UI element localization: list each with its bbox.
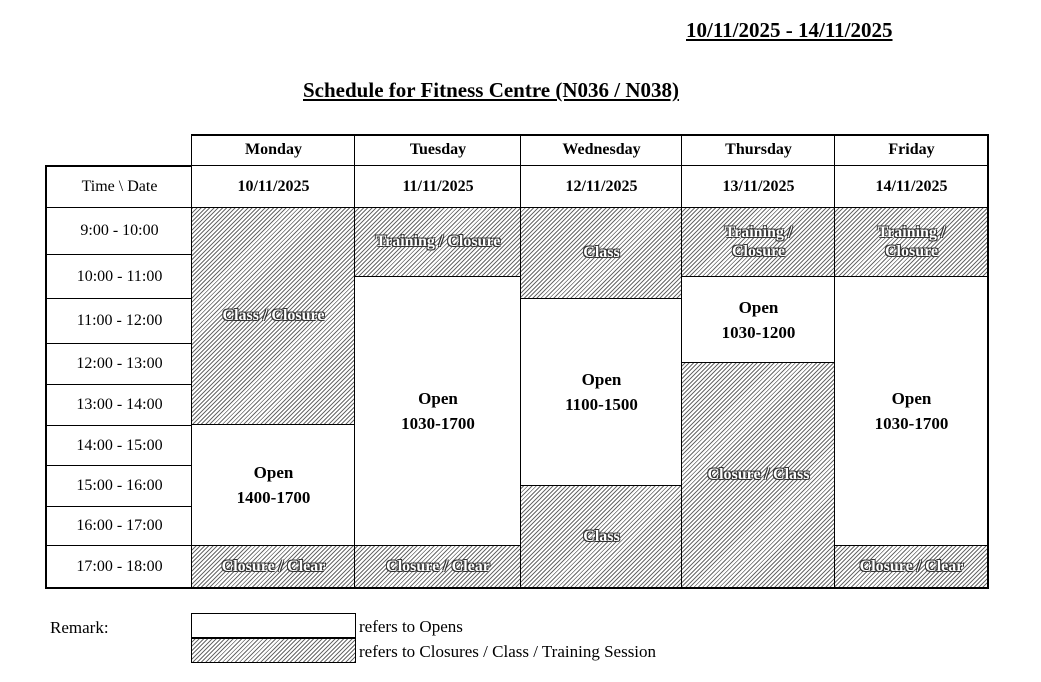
grid-line [520, 134, 521, 588]
corner-label: Time \ Date [81, 177, 158, 195]
block-tuesday-closure-clear [355, 546, 521, 587]
date-range: 10/11/2025 - 14/11/2025 [686, 18, 893, 42]
block-label: Training / [877, 223, 946, 241]
block-hours: 1030-1200 [721, 322, 796, 342]
grid-line [45, 425, 192, 426]
block-label: Closure / Class [707, 466, 810, 484]
time-slot: 16:00 - 17:00 [76, 517, 163, 535]
block-thursday-closure-class [682, 363, 835, 587]
date-header-wednesday: 12/11/2025 [565, 177, 638, 195]
grid-line [682, 276, 835, 277]
grid-line [191, 134, 192, 588]
time-slot: 15:00 - 16:00 [76, 477, 163, 495]
block-label: Class [583, 527, 620, 545]
grid-line [45, 587, 989, 589]
block-thursday-training-closure [682, 208, 835, 276]
block-label: Training / Closure [375, 233, 501, 251]
block-label: Class [583, 244, 620, 262]
legend-closed-text: refers to Closures / Class / Training Session [359, 642, 657, 661]
time-slot: 17:00 - 18:00 [76, 557, 163, 575]
day-header-monday: Monday [245, 141, 302, 159]
block-hours: 1030-1700 [401, 414, 475, 433]
grid-line [45, 384, 192, 385]
grid-line [521, 298, 682, 299]
grid-line [354, 134, 355, 588]
grid-line [355, 545, 521, 546]
page-title: Schedule for Fitness Centre (N036 / N038) [303, 78, 680, 102]
block-label: Open [581, 370, 622, 389]
day-header-friday: Friday [888, 141, 935, 159]
date-header-monday: 10/11/2025 [237, 177, 310, 195]
block-monday-closure-clear [192, 546, 355, 587]
time-slot: 14:00 - 15:00 [76, 436, 163, 454]
grid-line [191, 165, 989, 166]
grid-line [681, 134, 682, 588]
day-header-tuesday: Tuesday [409, 141, 467, 159]
legend-open-text: refers to Opens [359, 617, 463, 636]
remark-label: Remark: [50, 618, 109, 637]
grid-line [192, 424, 355, 425]
block-tuesday-open [355, 277, 521, 545]
grid-line [835, 545, 988, 546]
date-header-friday: 14/11/2025 [875, 177, 948, 195]
grid-line [191, 134, 989, 136]
grid-line [45, 165, 192, 167]
grid-line [355, 276, 521, 277]
block-friday-open [835, 277, 988, 545]
block-label: Training / [724, 223, 793, 241]
grid-line [45, 343, 192, 344]
block-label: Open [253, 463, 294, 482]
grid-line [45, 207, 989, 208]
grid-line [682, 362, 835, 363]
grid-line [987, 134, 989, 589]
block-monday-open [192, 425, 355, 545]
block-label: Closure / Clear [859, 557, 964, 575]
day-header-thursday: Thursday [725, 141, 792, 159]
block-label: Closure [884, 243, 939, 260]
block-friday-closure-clear [835, 546, 988, 587]
block-friday-training-closure [835, 208, 988, 276]
grid-line [45, 545, 192, 546]
grid-line [45, 254, 192, 255]
grid-line [835, 276, 988, 277]
time-slot: 9:00 - 10:00 [80, 222, 159, 240]
day-header-wednesday: Wednesday [562, 141, 641, 159]
date-header-thursday: 13/11/2025 [722, 177, 795, 195]
block-monday-class-closure [192, 208, 355, 424]
block-thursday-open [682, 277, 835, 362]
legend-closed-swatch [191, 638, 356, 663]
time-slot: 12:00 - 13:00 [76, 355, 163, 373]
grid-line [521, 485, 682, 486]
grid-line [45, 165, 47, 588]
grid-line [45, 465, 192, 466]
grid-line [45, 298, 192, 299]
time-slot: 13:00 - 14:00 [76, 396, 163, 414]
block-label: Closure / Clear [386, 557, 490, 575]
grid-line [834, 134, 835, 588]
block-hours: 1030-1700 [874, 414, 949, 433]
block-wednesday-class [521, 208, 682, 298]
block-label: Closure [731, 243, 786, 260]
time-slot: 11:00 - 12:00 [76, 312, 163, 330]
block-label: Class / Closure [222, 307, 325, 325]
time-slot: 10:00 - 11:00 [76, 267, 163, 285]
grid-line [45, 506, 192, 507]
date-header-tuesday: 11/11/2025 [402, 177, 474, 195]
block-label: Open [738, 297, 779, 317]
legend-open-swatch [191, 613, 356, 638]
block-wednesday-class-afternoon [521, 486, 682, 587]
grid-line [192, 545, 355, 546]
block-hours: 1400-1700 [236, 488, 311, 507]
block-hours: 1100-1500 [565, 395, 638, 414]
block-label: Open [891, 389, 932, 408]
block-label: Closure / Clear [221, 557, 326, 575]
block-tuesday-training-closure [355, 208, 521, 276]
block-label: Open [418, 389, 458, 408]
block-wednesday-open [521, 299, 682, 485]
